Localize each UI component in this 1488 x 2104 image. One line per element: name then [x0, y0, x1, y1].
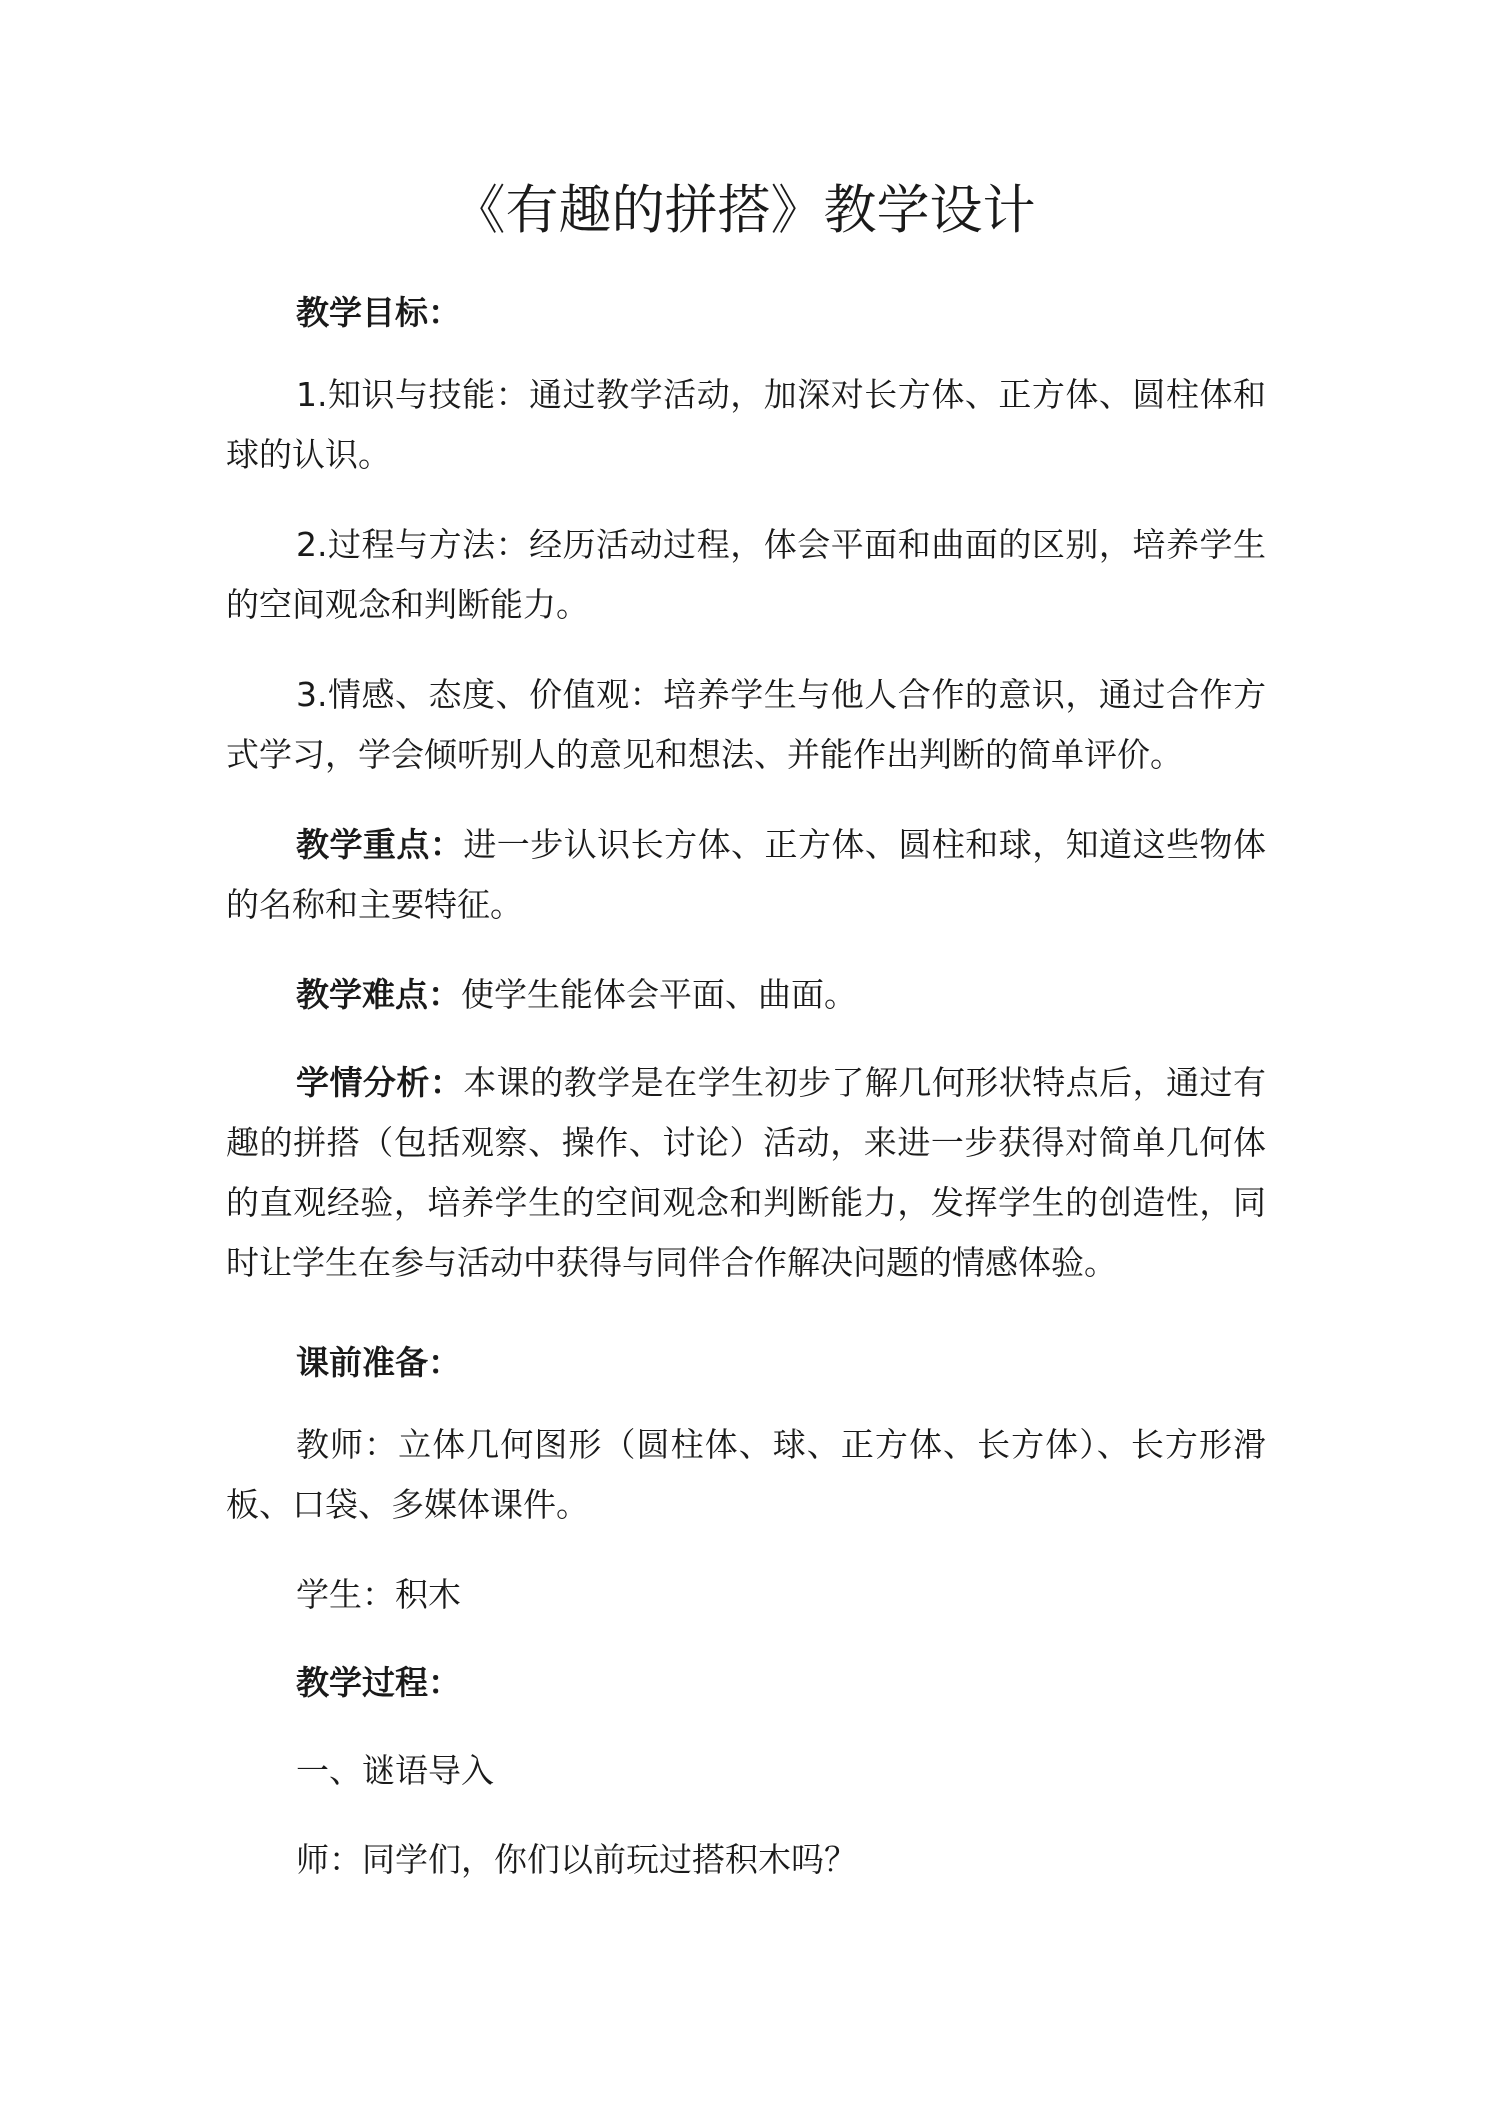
key-point-paragraph [226, 815, 1266, 935]
objective-3: 3.情感、态度、价值观：培养学生与他人合作的意识，通过合作方式学习，学会倾听别人的意见和想法、并能作出判断的简单评价。 [226, 675, 1266, 774]
objective-1: 1.知识与技能：通过教学活动，加深对长方体、正方体、圆柱体和球的认识。 [226, 375, 1266, 474]
teacher-preparation: 教师：立体几何图形（圆柱体、球、正方体、长方体）、长方形滑板、口袋、多媒体课件。 [226, 1425, 1266, 1524]
preparation-heading: 课前准备： [296, 1343, 461, 1382]
analysis-label: 学情分析： [296, 1063, 464, 1102]
key-point-label: 教学重点： [296, 825, 464, 864]
teacher-dialogue-1: 师：同学们，你们以前玩过搭积木吗？ [296, 1840, 857, 1879]
difficulty-label: 教学难点： [296, 975, 461, 1014]
process-heading: 教学过程： [296, 1663, 461, 1702]
difficulty-text: 使学生能体会平面、曲面。 [461, 975, 857, 1014]
objective-2: 2.过程与方法：经历活动过程，体会平面和曲面的区别，培养学生的空间观念和判断能力。 [226, 525, 1266, 624]
section-1-heading: 一、谜语导入 [296, 1751, 494, 1790]
analysis-paragraph [226, 1053, 1266, 1293]
key-point-text: 进一步认识长方体、正方体、圆柱和球，知道这些物体的名称和主要特征。 [226, 825, 1267, 924]
analysis-text: 本课的教学是在学生初步了解几何形状特点后，通过有趣的拼搭（包括观察、操作、讨论）活动，来进一步获得对简单几何体的直观经验，培养学生的空间观念和判断能力，发挥学生的创造性，同时让学生在参与活动中获得与同伴合作解决问题的情感体验。 [226, 1063, 1267, 1282]
student-preparation: 学生：积木 [296, 1575, 461, 1614]
document-title: 《有趣的拼搭》教学设计 [452, 180, 1036, 241]
objectives-heading: 教学目标： [296, 293, 461, 332]
difficulty-paragraph [226, 965, 1266, 1025]
